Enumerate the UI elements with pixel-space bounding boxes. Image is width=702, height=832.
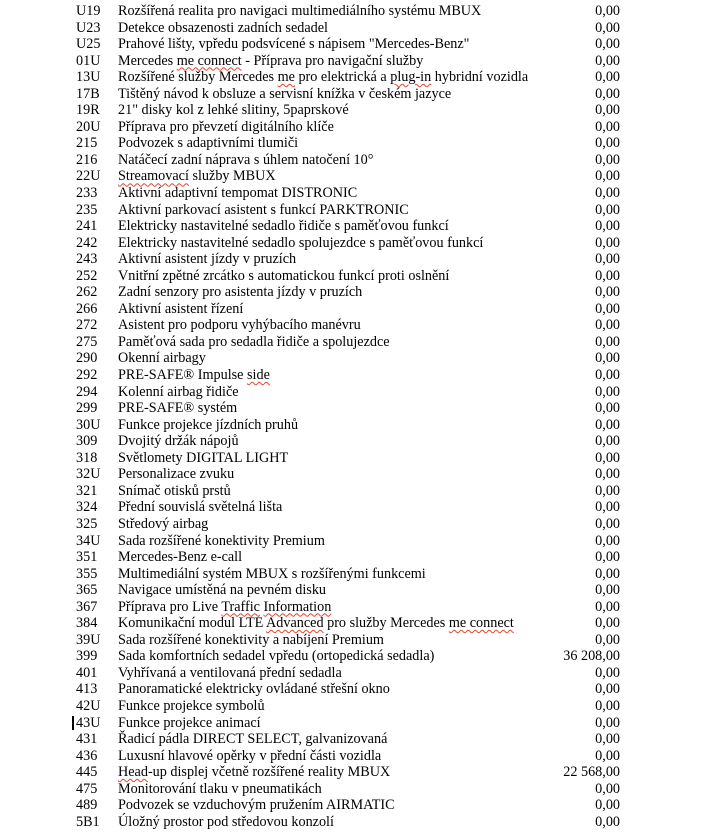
option-code: 325 bbox=[76, 515, 98, 532]
option-price: 0,00 bbox=[595, 714, 620, 731]
description-text: Panoramatické elektricky ovládané střešní okno bbox=[118, 681, 390, 698]
description-text: Personalizace zvuku bbox=[118, 466, 235, 483]
option-code: 275 bbox=[76, 333, 98, 350]
option-description bbox=[118, 334, 390, 351]
option-description bbox=[118, 681, 390, 698]
option-code: 241 bbox=[76, 218, 98, 235]
description-text: Aktivní parkovací asistent s funkcí PARKTRONIC bbox=[118, 201, 409, 218]
option-description bbox=[118, 797, 395, 814]
option-price: 0,00 bbox=[595, 69, 620, 86]
description-text: Vyhřívaná a ventilovaná přední sedadla bbox=[118, 664, 342, 681]
option-description bbox=[118, 483, 231, 500]
option-description bbox=[118, 135, 298, 152]
option-code: 324 bbox=[76, 499, 98, 516]
table-row[interactable] bbox=[0, 86, 702, 103]
table-row[interactable] bbox=[0, 483, 702, 500]
description-text: Tištěný návod k obsluze a servisní knížka v českém jazyce bbox=[118, 85, 452, 102]
option-description bbox=[118, 665, 342, 682]
table-row[interactable] bbox=[0, 549, 702, 566]
table-row[interactable] bbox=[0, 367, 702, 384]
option-price: 0,00 bbox=[595, 565, 620, 582]
table-row[interactable] bbox=[0, 417, 702, 434]
description-text: Světlomety DIGITAL LIGHT bbox=[118, 449, 289, 466]
option-code: 299 bbox=[76, 400, 98, 417]
option-description bbox=[118, 367, 270, 384]
option-description bbox=[118, 748, 381, 765]
description-text: Monitorování tlaku v pneumatikách bbox=[118, 780, 322, 797]
option-price: 0,00 bbox=[595, 482, 620, 499]
option-price: 0,00 bbox=[595, 151, 620, 168]
option-description bbox=[118, 20, 328, 37]
option-code: 294 bbox=[76, 383, 98, 400]
description-text: Elektricky nastavitelné sedadlo spolujezdce s paměťovou funkcí bbox=[118, 234, 484, 251]
option-description bbox=[118, 218, 449, 235]
table-row[interactable] bbox=[0, 202, 702, 219]
option-description bbox=[118, 384, 239, 401]
option-code: 5B1 bbox=[76, 813, 100, 830]
option-description bbox=[118, 301, 243, 318]
option-code: 401 bbox=[76, 664, 98, 681]
description-text: Příprava pro Live bbox=[118, 598, 222, 615]
option-price: 0,00 bbox=[595, 19, 620, 36]
table-row[interactable] bbox=[0, 797, 702, 814]
table-row[interactable] bbox=[0, 566, 702, 583]
option-price: 0,00 bbox=[595, 234, 620, 251]
option-code: 22U bbox=[76, 168, 101, 185]
option-code: 252 bbox=[76, 267, 98, 284]
option-price: 0,00 bbox=[595, 218, 620, 235]
option-description bbox=[118, 119, 334, 136]
table-row[interactable] bbox=[0, 632, 702, 649]
option-description bbox=[118, 3, 481, 20]
misspelled-text: side bbox=[247, 367, 270, 384]
table-row[interactable] bbox=[0, 69, 702, 86]
option-code: 243 bbox=[76, 251, 98, 268]
table-row[interactable] bbox=[0, 748, 702, 765]
option-description bbox=[118, 400, 237, 417]
description-text: Rozšířené služby Mercedes bbox=[118, 69, 278, 86]
option-description bbox=[118, 566, 426, 583]
option-price: 0,00 bbox=[595, 251, 620, 268]
table-row[interactable] bbox=[0, 731, 702, 748]
description-text: Navigace umístěná na pevném disku bbox=[118, 582, 327, 599]
option-code: 32U bbox=[76, 466, 101, 483]
option-description bbox=[118, 53, 423, 70]
option-code: 19R bbox=[76, 102, 100, 119]
table-row[interactable] bbox=[0, 185, 702, 202]
option-code: 17B bbox=[76, 85, 100, 102]
option-description bbox=[118, 466, 234, 483]
option-description bbox=[118, 152, 373, 169]
option-code: 34U bbox=[76, 532, 101, 549]
description-text: pro elektrická a bbox=[294, 69, 391, 86]
table-row[interactable] bbox=[0, 648, 702, 665]
option-description bbox=[118, 202, 409, 219]
option-code: 233 bbox=[76, 185, 98, 202]
description-text: Detekce obsazenosti zadních sedadel bbox=[118, 19, 328, 36]
option-price: 0,00 bbox=[595, 135, 620, 152]
option-code: 266 bbox=[76, 300, 98, 317]
description-text: Podvozek se vzduchovým pružením AIRMATIC bbox=[118, 797, 395, 814]
option-price: 0,00 bbox=[595, 52, 620, 69]
description-text: Sada rozšířené konektivity a nabíjení Premium bbox=[118, 631, 384, 648]
option-description bbox=[118, 599, 331, 616]
option-code: 13U bbox=[76, 69, 101, 86]
option-price: 0,00 bbox=[595, 416, 620, 433]
misspelled-text: me bbox=[277, 69, 295, 86]
table-row[interactable] bbox=[0, 384, 702, 401]
option-price: 0,00 bbox=[595, 400, 620, 417]
option-code: U23 bbox=[76, 19, 101, 36]
option-price: 0,00 bbox=[595, 317, 620, 334]
option-code: 445 bbox=[76, 764, 98, 781]
table-row[interactable] bbox=[0, 135, 702, 152]
option-price: 0,00 bbox=[595, 499, 620, 516]
table-row[interactable] bbox=[0, 251, 702, 268]
option-description bbox=[118, 814, 334, 831]
table-row[interactable] bbox=[0, 268, 702, 285]
option-code: 489 bbox=[76, 797, 98, 814]
description-text: Okenní airbagy bbox=[118, 350, 206, 367]
option-code: 367 bbox=[76, 598, 98, 615]
option-price: 0,00 bbox=[595, 681, 620, 698]
description-text: Aktivní asistent jízdy v pruzích bbox=[118, 251, 297, 268]
description-text: Prahové lišty, vpředu podsvícené s nápisem "Mercedes-Benz" bbox=[118, 36, 470, 53]
option-description bbox=[118, 533, 325, 550]
option-description bbox=[118, 764, 390, 781]
option-code: U19 bbox=[76, 3, 101, 19]
description-text: Sada komfortních sedadel vpředu (ortopedická sedadla) bbox=[118, 648, 435, 665]
table-row[interactable] bbox=[0, 168, 702, 185]
option-code: 30U bbox=[76, 416, 101, 433]
option-code: 292 bbox=[76, 367, 98, 384]
misspelled-text: Head bbox=[118, 764, 148, 781]
table-row[interactable] bbox=[0, 582, 702, 599]
table-row[interactable] bbox=[0, 400, 702, 417]
option-code: 272 bbox=[76, 317, 98, 334]
option-description bbox=[118, 168, 276, 185]
option-description bbox=[118, 417, 298, 434]
option-price: 0,00 bbox=[595, 797, 620, 814]
table-row[interactable] bbox=[0, 715, 702, 732]
option-description bbox=[118, 284, 362, 301]
option-description bbox=[118, 582, 326, 599]
table-row[interactable] bbox=[0, 814, 702, 831]
option-description bbox=[118, 698, 265, 715]
description-text: služby MBUX bbox=[188, 168, 276, 185]
description-text: Rozšířená realita pro navigaci multimediálního systému MBUX bbox=[118, 3, 482, 19]
description-text: Paměťová sada pro sedadla řidiče a spolujezdce bbox=[118, 333, 390, 350]
option-code: 355 bbox=[76, 565, 98, 582]
description-text: Přední souvislá světelná lišta bbox=[118, 499, 283, 516]
option-price: 0,00 bbox=[595, 367, 620, 384]
description-text: PRE-SAFE® Impulse bbox=[118, 367, 248, 384]
description-text: Funkce projekce animací bbox=[118, 714, 261, 731]
option-price: 0,00 bbox=[595, 449, 620, 466]
table-row[interactable] bbox=[0, 764, 702, 781]
table-row[interactable] bbox=[0, 317, 702, 334]
description-text: PRE-SAFE® systém bbox=[118, 400, 238, 417]
option-description bbox=[118, 268, 449, 285]
option-description bbox=[118, 731, 387, 748]
table-row[interactable] bbox=[0, 350, 702, 367]
option-price: 0,00 bbox=[595, 300, 620, 317]
option-description bbox=[118, 185, 357, 202]
option-description bbox=[118, 102, 349, 119]
description-text: Snímač otisků prstů bbox=[118, 482, 231, 499]
option-price: 0,00 bbox=[595, 631, 620, 648]
table-row[interactable] bbox=[0, 20, 702, 37]
option-price: 0,00 bbox=[595, 780, 620, 797]
description-text: Natáčecí zadní náprava s úhlem natočení 10° bbox=[118, 151, 374, 168]
table-row[interactable] bbox=[0, 334, 702, 351]
option-price: 0,00 bbox=[595, 549, 620, 566]
description-text: Sada rozšířené konektivity Premium bbox=[118, 532, 325, 549]
option-code: 309 bbox=[76, 433, 98, 450]
table-row[interactable] bbox=[0, 36, 702, 53]
option-code: 215 bbox=[76, 135, 98, 152]
option-price: 0,00 bbox=[595, 598, 620, 615]
options-table bbox=[0, 3, 702, 830]
option-code: 431 bbox=[76, 731, 98, 748]
description-text: Mercedes bbox=[118, 52, 177, 69]
text-cursor bbox=[72, 716, 74, 730]
option-price: 0,00 bbox=[595, 433, 620, 450]
option-description bbox=[118, 433, 239, 450]
option-code: 475 bbox=[76, 780, 98, 797]
option-code: 436 bbox=[76, 747, 98, 764]
table-row[interactable] bbox=[0, 218, 702, 235]
option-price: 0,00 bbox=[595, 813, 620, 830]
option-code: 365 bbox=[76, 582, 98, 599]
option-code: 216 bbox=[76, 151, 98, 168]
table-row[interactable] bbox=[0, 119, 702, 136]
description-text: 21" disky kol z lehké slitiny, 5paprskové bbox=[118, 102, 349, 119]
option-price: 0,00 bbox=[595, 582, 620, 599]
misspelled-text: Traffic bbox=[221, 598, 260, 615]
option-description bbox=[118, 549, 242, 566]
option-price: 0,00 bbox=[595, 515, 620, 532]
option-description bbox=[118, 781, 322, 798]
description-text: Aktivní adaptivní tempomat DISTRONIC bbox=[118, 185, 358, 202]
option-description bbox=[118, 317, 361, 334]
option-price: 0,00 bbox=[595, 36, 620, 53]
description-text: Funkce projekce symbolů bbox=[118, 697, 265, 714]
description-text: Úložný prostor pod středovou konzolí bbox=[118, 813, 334, 830]
option-description bbox=[118, 615, 514, 632]
option-price: 0,00 bbox=[595, 267, 620, 284]
misspelled-text: me connect bbox=[176, 52, 242, 69]
description-text: Funkce projekce jízdních pruhů bbox=[118, 416, 299, 433]
description-text: Zadní senzory pro asistenta jízdy v pruzích bbox=[118, 284, 363, 301]
description-text: Luxusní hlavové opěrky v přední části vozidla bbox=[118, 747, 382, 764]
description-text: Mercedes-Benz e-call bbox=[118, 549, 243, 566]
option-price: 0,00 bbox=[595, 466, 620, 483]
table-row[interactable] bbox=[0, 235, 702, 252]
description-text: Kolenní airbag řidiče bbox=[118, 383, 239, 400]
option-code: 399 bbox=[76, 648, 98, 665]
table-row[interactable] bbox=[0, 301, 702, 318]
table-row[interactable] bbox=[0, 102, 702, 119]
option-code: 42U bbox=[76, 697, 101, 714]
description-text: Asistent pro podporu vyhýbacího manévru bbox=[118, 317, 361, 334]
table-row[interactable] bbox=[0, 466, 702, 483]
option-code: 318 bbox=[76, 449, 98, 466]
option-price: 0,00 bbox=[595, 201, 620, 218]
table-row[interactable] bbox=[0, 599, 702, 616]
option-price: 0,00 bbox=[595, 747, 620, 764]
option-code: 262 bbox=[76, 284, 98, 301]
table-row[interactable] bbox=[0, 152, 702, 169]
option-price: 0,00 bbox=[595, 697, 620, 714]
option-description bbox=[118, 69, 528, 86]
option-code: 384 bbox=[76, 615, 98, 632]
option-price: 0,00 bbox=[595, 383, 620, 400]
table-row[interactable] bbox=[0, 665, 702, 682]
table-row[interactable] bbox=[0, 698, 702, 715]
description-text: Multimediální systém MBUX s rozšířenými funkcemi bbox=[118, 565, 426, 582]
description-text: Příprava pro převzetí digitálního klíče bbox=[118, 118, 334, 135]
option-price: 0,00 bbox=[595, 185, 620, 202]
option-code: 351 bbox=[76, 549, 98, 566]
option-description bbox=[118, 350, 206, 367]
description-text: Podvozek s adaptivními tlumiči bbox=[118, 135, 299, 152]
option-description bbox=[118, 86, 451, 103]
table-row[interactable] bbox=[0, 533, 702, 550]
misspelled-text: plug-in bbox=[390, 69, 432, 86]
table-row[interactable] bbox=[0, 450, 702, 467]
option-description bbox=[118, 499, 282, 516]
table-row[interactable] bbox=[0, 516, 702, 533]
option-code: U25 bbox=[76, 36, 101, 53]
description-text: -up displej včetně rozšířené reality MBUX bbox=[147, 764, 391, 781]
description-text: Řadicí pádla DIRECT SELECT, galvanizovaná bbox=[118, 731, 388, 748]
description-text: pro služby Mercedes bbox=[323, 615, 449, 632]
option-description bbox=[118, 715, 261, 732]
option-description bbox=[118, 648, 434, 665]
option-code: 235 bbox=[76, 201, 98, 218]
table-row[interactable] bbox=[0, 284, 702, 301]
option-price: 36 208,00 bbox=[563, 648, 620, 665]
description-text: Elektricky nastavitelné sedadlo řidiče s paměťovou funkcí bbox=[118, 218, 449, 235]
option-code: 43U bbox=[76, 714, 101, 731]
option-code: 242 bbox=[76, 234, 98, 251]
option-description bbox=[118, 450, 288, 467]
option-price: 0,00 bbox=[595, 350, 620, 367]
misspelled-text: Advanced bbox=[266, 615, 324, 632]
option-price: 22 568,00 bbox=[563, 764, 620, 781]
option-price: 0,00 bbox=[595, 3, 620, 19]
option-price: 0,00 bbox=[595, 532, 620, 549]
option-price: 0,00 bbox=[595, 118, 620, 135]
option-code: 290 bbox=[76, 350, 98, 367]
option-price: 0,00 bbox=[595, 731, 620, 748]
description-text: hybridní vozidla bbox=[431, 69, 529, 86]
option-description bbox=[118, 36, 469, 53]
description-text: Vnitřní zpětné zrcátko s automatickou funkcí proti oslnění bbox=[118, 267, 450, 284]
option-code: 39U bbox=[76, 631, 101, 648]
option-price: 0,00 bbox=[595, 615, 620, 632]
option-price: 0,00 bbox=[595, 284, 620, 301]
option-price: 0,00 bbox=[595, 664, 620, 681]
option-price: 0,00 bbox=[595, 102, 620, 119]
option-description bbox=[118, 516, 208, 533]
option-price: 0,00 bbox=[595, 333, 620, 350]
misspelled-text: Streamovací bbox=[118, 168, 189, 185]
table-row[interactable] bbox=[0, 615, 702, 632]
option-price: 0,00 bbox=[595, 168, 620, 185]
option-code: 20U bbox=[76, 118, 101, 135]
table-row[interactable] bbox=[0, 3, 702, 20]
description-text: - Příprava pro navigační služby bbox=[241, 52, 424, 69]
option-code: 413 bbox=[76, 681, 98, 698]
table-row[interactable] bbox=[0, 681, 702, 698]
misspelled-text: me connect bbox=[448, 615, 514, 632]
description-text: Aktivní asistent řízení bbox=[118, 300, 244, 317]
table-row[interactable] bbox=[0, 781, 702, 798]
option-description bbox=[118, 235, 483, 252]
table-row[interactable] bbox=[0, 53, 702, 70]
option-price: 0,00 bbox=[595, 85, 620, 102]
option-code: 01U bbox=[76, 52, 101, 69]
description-text: Středový airbag bbox=[118, 515, 209, 532]
table-row[interactable] bbox=[0, 433, 702, 450]
option-description bbox=[118, 632, 384, 649]
description-text: Komunikační modul LTE bbox=[118, 615, 267, 632]
option-description bbox=[118, 251, 296, 268]
table-row[interactable] bbox=[0, 499, 702, 516]
description-text: Dvojitý držák nápojů bbox=[118, 433, 239, 450]
option-code: 321 bbox=[76, 482, 98, 499]
misspelled-text: Information bbox=[263, 598, 332, 615]
